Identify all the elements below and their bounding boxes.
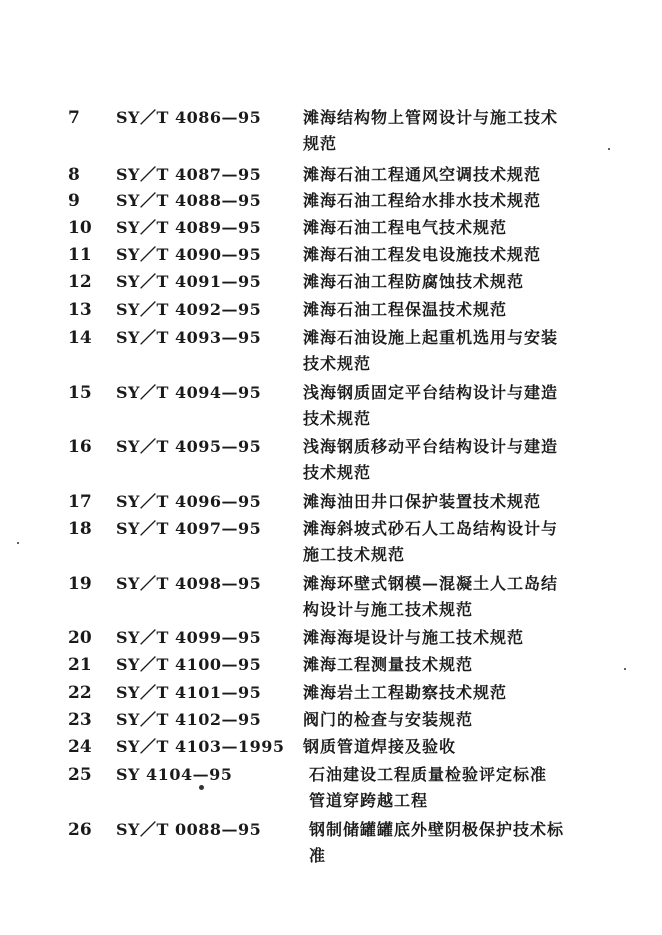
title-line: 阀门的检查与安装规范 (303, 710, 474, 729)
title-line: 滩海石油工程给水排水技术规范 (303, 191, 542, 210)
title-line: 规范 (303, 134, 338, 153)
standard-title (303, 105, 608, 157)
scan-speck (624, 668, 626, 670)
standard-code: SY／T 4100—95 (116, 655, 262, 674)
standard-code: SY／T 4092—95 (116, 300, 262, 319)
entry-number: 10 (68, 218, 92, 238)
standard-code: SY／T 4097—95 (116, 519, 262, 538)
standard-title (303, 215, 608, 241)
standard-title (303, 571, 608, 623)
title-line: 滩海石油工程电气技术规范 (303, 218, 508, 237)
standard-code: SY／T 4096—95 (116, 492, 262, 511)
title-line: 技术规范 (303, 463, 372, 482)
standard-code: SY／T 4093—95 (116, 328, 262, 347)
title-line: 钢制储罐罐底外壁阴极保护技术标 (309, 820, 565, 839)
title-line: 滩海石油工程保温技术规范 (303, 300, 508, 319)
standard-title (303, 652, 608, 678)
entry-number: 23 (68, 710, 92, 730)
standard-code: SY／T 4087—95 (116, 165, 262, 184)
title-line: 滩海油田井口保护装置技术规范 (303, 492, 542, 511)
title-line: 滩海石油工程防腐蚀技术规范 (303, 272, 525, 291)
title-line: 浅海钢质固定平台结构设计与建造 (303, 383, 559, 402)
title-line: 管道穿跨越工程 (309, 791, 429, 810)
entry-number: 7 (68, 108, 80, 128)
title-line: 准 (309, 846, 327, 865)
entry-number: 8 (68, 165, 80, 185)
standard-code: SY／T 4088—95 (116, 191, 262, 210)
standard-title (303, 297, 608, 323)
title-line: 滩海工程测量技术规范 (303, 655, 474, 674)
title-line: 滩海岩土工程勘察技术规范 (303, 683, 508, 702)
title-line: 滩海结构物上管网设计与施工技术 (303, 108, 559, 127)
standard-title (303, 680, 608, 706)
title-line: 施工技术规范 (303, 545, 406, 564)
title-line: 钢质管道焊接及验收 (303, 737, 457, 756)
entry-number: 13 (68, 300, 92, 320)
entry-number: 18 (68, 519, 92, 539)
entry-number: 26 (68, 820, 92, 840)
entry-number: 25 (68, 765, 92, 785)
standard-code: SY／T 4086—95 (116, 108, 262, 127)
standard-title (303, 734, 608, 760)
standard-title (303, 325, 608, 377)
title-line: 滩海斜坡式砂石人工岛结构设计与 (303, 519, 559, 538)
entry-number: 15 (68, 383, 92, 403)
standard-code: SY／T 4098—95 (116, 574, 262, 593)
standard-code: SY／T 4095—95 (116, 437, 262, 456)
standard-title (303, 380, 608, 432)
standard-title (303, 516, 608, 568)
entry-number: 16 (68, 437, 92, 457)
scan-speck (608, 148, 610, 150)
title-line: 石油建设工程质量检验评定标准 (309, 765, 548, 784)
entry-number: 22 (68, 683, 92, 703)
scan-speck (17, 542, 19, 544)
standard-title (303, 188, 608, 214)
standard-title (309, 817, 614, 869)
scan-speck (199, 785, 204, 790)
standard-title (303, 162, 608, 188)
entry-number: 9 (68, 191, 80, 211)
standard-code: SY／T 4094—95 (116, 383, 262, 402)
standard-code: SY／T 4090—95 (116, 245, 262, 264)
title-line: 技术规范 (303, 409, 372, 428)
standard-title (303, 269, 608, 295)
standard-code: SY／T 4102—95 (116, 710, 262, 729)
title-line: 滩海石油工程发电设施技术规范 (303, 245, 542, 264)
title-line: 滩海石油设施上起重机选用与安装 (303, 328, 559, 347)
standard-code: SY／T 4099—95 (116, 628, 262, 647)
standard-code: SY／T 4103—1995 (116, 737, 285, 756)
title-line: 技术规范 (303, 354, 372, 373)
entry-number: 12 (68, 272, 92, 292)
title-line: 滩海海堤设计与施工技术规范 (303, 628, 525, 647)
title-line: 滩海石油工程通风空调技术规范 (303, 165, 542, 184)
standard-code: SY／T 4101—95 (116, 683, 262, 702)
entry-number: 24 (68, 737, 92, 757)
entry-number: 19 (68, 574, 92, 594)
title-line: 浅海钢质移动平台结构设计与建造 (303, 437, 559, 456)
entry-number: 14 (68, 328, 92, 348)
title-line: 滩海环壁式钢模—混凝土人工岛结 (303, 574, 559, 593)
entry-number: 20 (68, 628, 92, 648)
standard-title (303, 242, 608, 268)
standard-title (303, 434, 608, 486)
standard-title (309, 762, 614, 814)
standard-title (303, 707, 608, 733)
standard-title (303, 489, 608, 515)
entry-number: 21 (68, 655, 92, 675)
standard-code: SY／T 4089—95 (116, 218, 262, 237)
standard-code: SY／T 0088—95 (116, 820, 262, 839)
entry-number: 17 (68, 492, 92, 512)
entry-number: 11 (68, 245, 92, 265)
standard-code: SY 4104—95 (116, 765, 233, 784)
standard-code: SY／T 4091—95 (116, 272, 262, 291)
standard-title (303, 625, 608, 651)
title-line: 构设计与施工技术规范 (303, 600, 474, 619)
